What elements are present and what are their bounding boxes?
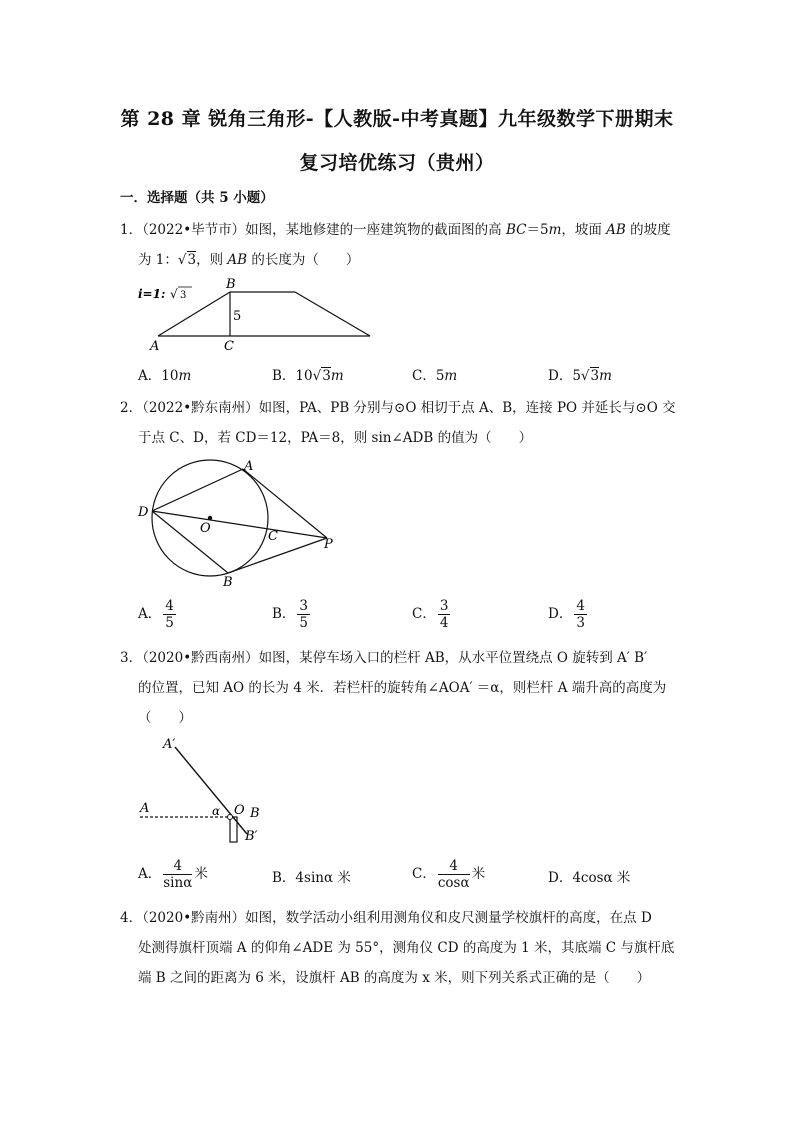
q1-slope-sqrt: 3 xyxy=(180,290,187,301)
q3-option-a[interactable]: A． $\frac{4}{\sin\alpha}$ 米 xyxy=(138,858,208,891)
q4-line1: 4．（2020•黔南州）如图，数学活动小组利用测角仪和皮尺测量学校旗杆的高度，在点 D xyxy=(120,910,652,926)
q1-figure xyxy=(130,272,380,354)
q4-line2: 处测得旗杆顶端 A 的仰角∠ADE 为 55°，测角仪 CD 的高度为 1 米，其底端 C 与旗杆底 xyxy=(138,940,675,956)
q4-line3: 端 B 之间的距离为 6 米，设旗杆 AB 的高度为 x 米，则下列关系式正确的是（ ） xyxy=(138,970,651,986)
q1-label-B: B xyxy=(226,277,236,292)
q3-label-A-prime: A′ xyxy=(163,737,176,752)
q3-option-b[interactable]: B．4sinα 米 xyxy=(272,870,351,886)
q2-line2: 于点 C、D，若 CD＝12，PA＝8，则 sin∠ADB 的值为（ ） xyxy=(138,430,533,446)
q1-slope-label: i=1: xyxy=(138,287,166,301)
q1-line2: 为 1：√3，则 AB 的长度为（ ） xyxy=(138,252,360,268)
q2-option-a[interactable]: A． $\frac{4}{5}$ xyxy=(138,598,174,631)
q2-figure xyxy=(130,452,350,592)
q1-option-c[interactable]: C．5m xyxy=(412,368,458,384)
q2-option-c[interactable]: C． $\frac{3}{4}$ xyxy=(412,598,449,631)
q3-label-O: O xyxy=(234,803,245,818)
q2-option-d[interactable]: D． $\frac{4}{3}$ xyxy=(548,598,585,631)
q2-option-b[interactable]: B． $\frac{3}{5}$ xyxy=(272,598,309,631)
q1-label-C: C xyxy=(224,339,234,354)
q1-label-A: A xyxy=(150,339,160,354)
q3-line3: （ ） xyxy=(138,710,192,726)
svg-text:√: √ xyxy=(170,287,178,301)
q2-label-O: O xyxy=(200,521,211,536)
q3-line2: 的位置，已知 AO 的长为 4 米．若栏杆的旋转角∠AOA′ ＝α，则栏杆 A 端升高的高度为 xyxy=(138,680,667,696)
q3-label-alpha: α xyxy=(212,804,221,818)
section-heading: 一．选择题（共 5 小题） xyxy=(120,190,274,206)
q3-figure xyxy=(130,730,280,850)
page-title-line2: 复习培优练习（贵州） xyxy=(299,152,495,174)
q2-label-B: B xyxy=(223,575,233,590)
q2-label-C: C xyxy=(268,529,278,544)
q1-option-d[interactable]: D．5√3m xyxy=(548,368,612,384)
q1-option-a[interactable]: A．10m xyxy=(138,368,192,384)
q2-label-A: A xyxy=(244,459,254,474)
q3-option-d[interactable]: D．4cosα 米 xyxy=(548,870,631,886)
q1-option-b[interactable]: B．10√3m xyxy=(272,368,344,384)
q3-label-B-prime: B′ xyxy=(245,829,258,844)
q2-label-D: D xyxy=(138,505,149,520)
q1-label-5: 5 xyxy=(233,309,242,324)
q3-label-A: A xyxy=(140,801,150,816)
q2-line1: 2．（2022•黔东南州）如图，PA、PB 分别与⊙O 相切于点 A、B，连接 PO 并延长与⊙O 交 xyxy=(120,400,676,416)
q1-line1: 1．（2022•毕节市）如图，某地修建的一座建筑物的截面图的高 BC＝5m，坡面 AB 的坡度 xyxy=(120,222,671,238)
q3-option-c[interactable]: C． $\frac{4}{\cos\alpha}$ 米 xyxy=(412,858,486,891)
q2-label-P: P xyxy=(324,537,333,552)
q3-line1: 3．（2020•黔西南州）如图，某停车场入口的栏杆 AB，从水平位置绕点 O 旋转到 A′ B′ xyxy=(120,650,648,666)
q3-label-B: B xyxy=(250,806,260,821)
page-title-line1: 第 28 章 锐角三角形-【人教版-中考真题】九年级数学下册期末 xyxy=(120,108,674,130)
